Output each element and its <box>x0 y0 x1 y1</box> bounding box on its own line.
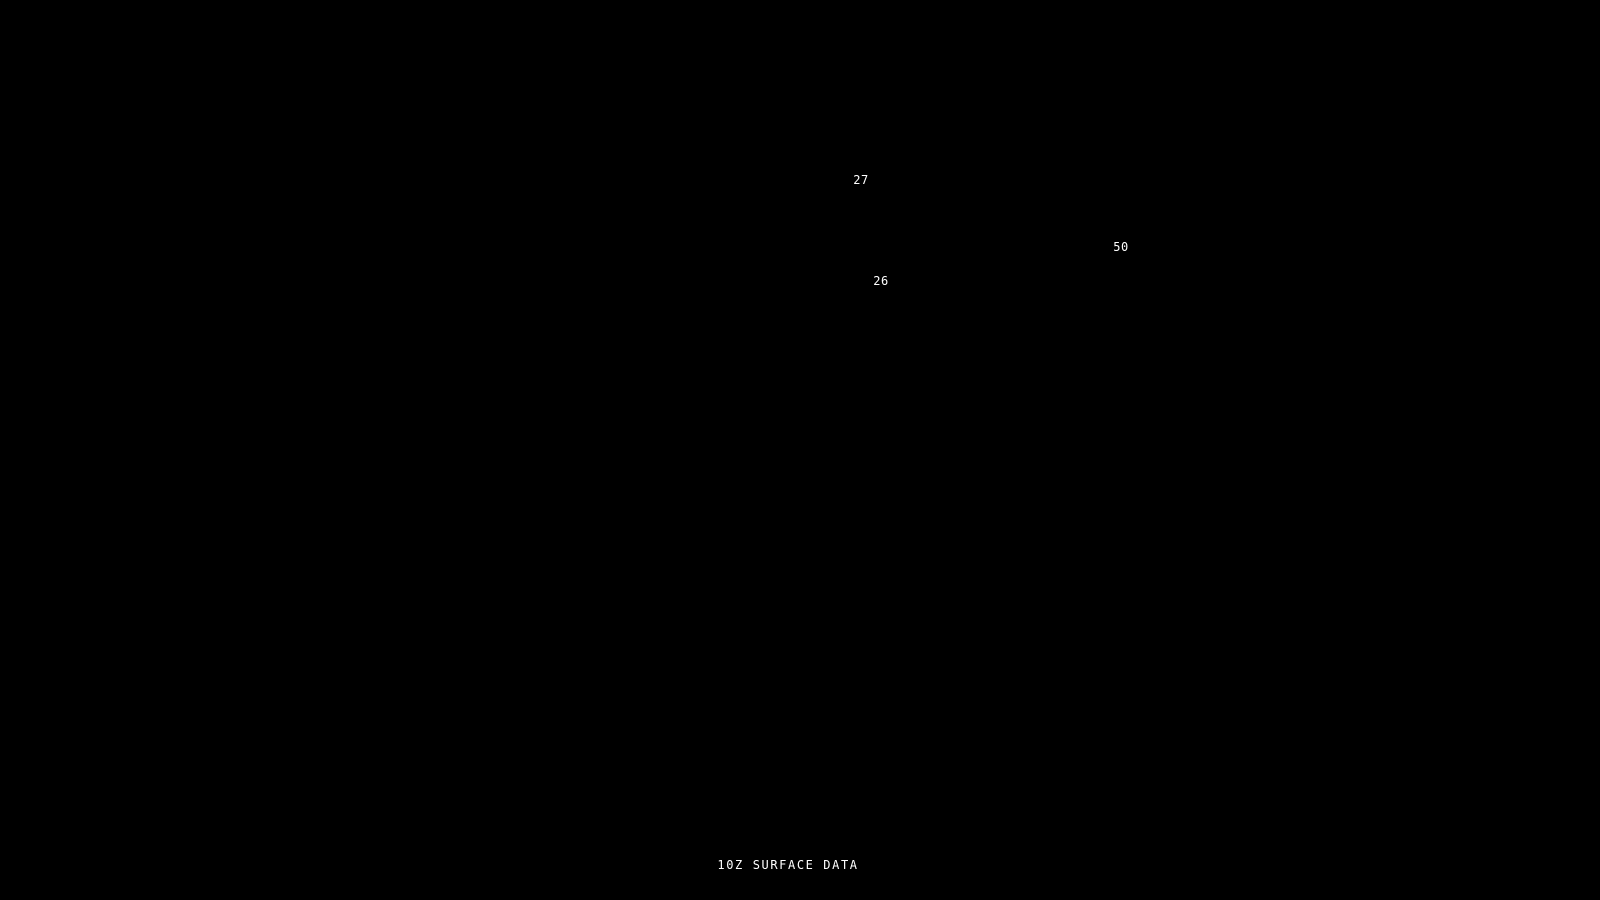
station-observation-value: 50 <box>1113 240 1129 254</box>
station-observation-value: 26 <box>873 274 889 288</box>
station-observation-value: 27 <box>853 173 869 187</box>
map-title-footer: 10Z SURFACE DATA <box>717 858 859 872</box>
